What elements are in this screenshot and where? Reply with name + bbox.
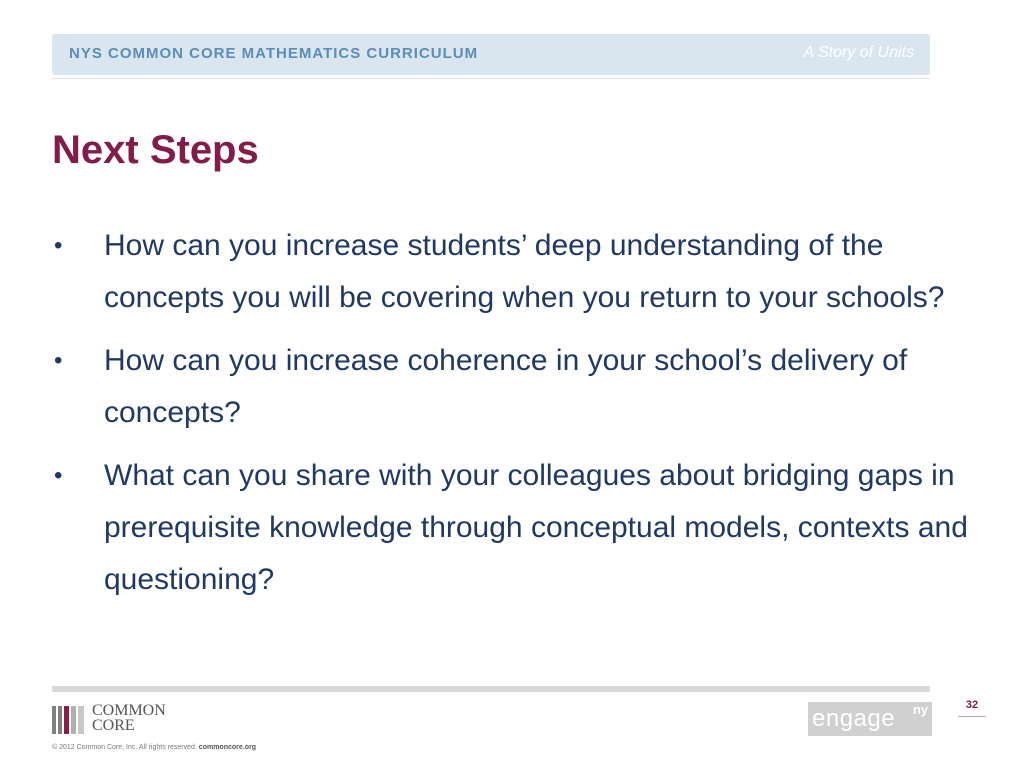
copyright-text: © 2012 Common Core, Inc. All rights reserved. [52,744,197,751]
bullet-item [52,450,982,606]
bullet-list [52,220,982,617]
copyright-notice [52,744,256,751]
bullet-item [52,220,982,324]
page-number: 32 [965,699,979,711]
common-core-wordmark [92,703,166,733]
slide-title: Next Steps [52,128,259,172]
bullet-text: What can you share with your colleagues about bridging gaps in prerequisite knowledge through conceptual models, contexts and questioning? [104,459,968,596]
engage-ny-logo [808,702,932,736]
bullet-icon: • [54,462,63,489]
page-number-underline [958,716,986,717]
engage-ny-superscript: ny [912,702,928,717]
series-title: A Story of Units [803,44,914,61]
curriculum-title: NYS COMMON CORE MATHEMATICS CURRICULUM [69,45,479,62]
bullet-icon: • [54,347,63,374]
bullet-icon: • [54,232,63,259]
header-divider [52,78,930,79]
website-link[interactable]: commoncore.org [198,744,256,751]
footer-divider [52,686,930,692]
logo-line-2: CORE [92,717,135,734]
engage-text: engage [812,705,896,732]
curriculum-header [52,34,930,75]
bullet-item [52,335,982,439]
bullet-text: How can you increase students’ deep understanding of the concepts you will be covering when you return to your schools? [104,229,945,314]
common-core-logo-icon [52,706,88,734]
logo-line-1: COMMON [92,702,166,719]
bullet-text: How can you increase coherence in your school’s delivery of concepts? [104,344,908,429]
